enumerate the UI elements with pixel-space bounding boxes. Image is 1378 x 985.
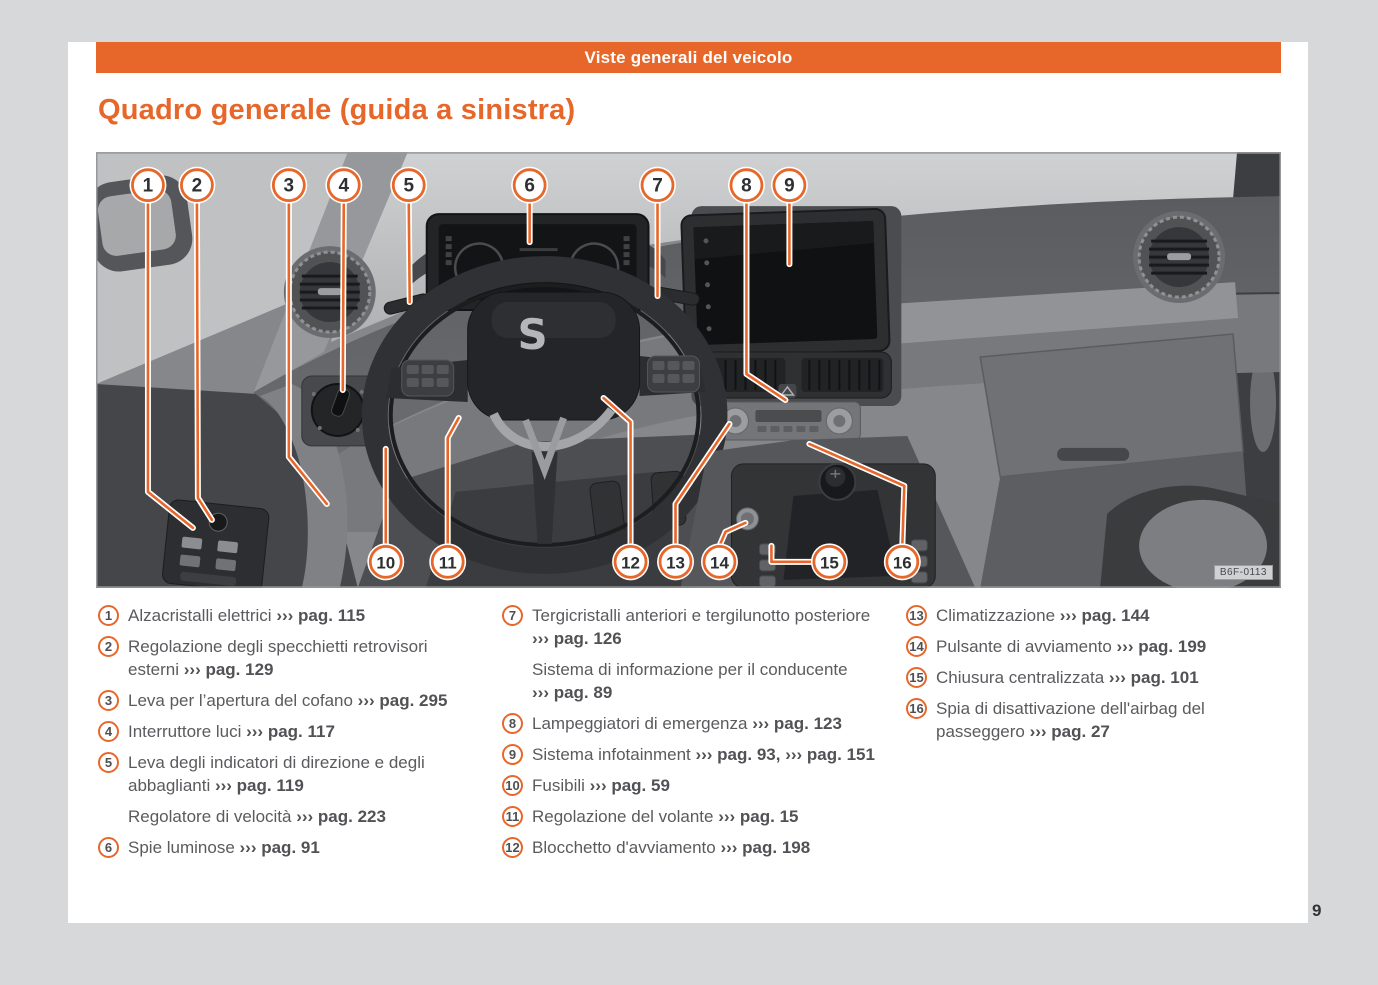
legend-number-11: 11 [502,806,523,827]
legend-number-6: 6 [98,837,119,858]
legend-label: Tergicristalli anteriori e tergilunotto posteriore [532,606,871,625]
figure-code-label: B6F-0113 [1214,565,1273,580]
legend-item-14 [906,635,1278,658]
legend-number-9: 9 [502,744,523,765]
glovebox-handle [1057,448,1129,461]
legend-label: Alzacristalli elettrici [128,606,277,625]
page-reference: ››› pag. 123 [752,714,842,733]
svg-text:6: 6 [524,175,535,197]
legend-label: Regolatore di velocità [128,807,297,826]
section-header-bar [96,42,1281,73]
legend-label: Sistema infotainment [532,745,696,764]
legend-item-5 [98,751,470,797]
legend-label: Regolazione degli specchietti retrovisori esterni [128,637,428,679]
legend-label: Lampeggiatori di emergenza [532,714,753,733]
legend-number-5: 5 [98,752,119,773]
legend-number-1: 1 [98,605,119,626]
legend-text [532,743,888,766]
page-reference: ››› pag. 151 [785,745,875,764]
legend-label: Fusibili [532,776,590,795]
page-reference: ››› pag. 15 [718,807,799,826]
legend-number-spacer [502,659,523,680]
page-reference: ››› pag. 27 [1029,722,1110,741]
legend-item-10 [502,774,888,797]
page-reference: ››› pag. 198 [720,838,811,857]
svg-text:16: 16 [892,553,912,573]
page-reference: ››› pag. 126 [532,629,622,648]
legend-text [532,836,888,859]
legend-number-4: 4 [98,721,119,742]
legend-item-2 [98,635,470,681]
legend-text [128,751,470,797]
right-air-vent [1133,211,1225,303]
legend-number-14: 14 [906,636,927,657]
legend-text [128,720,470,743]
legend-label: Spia di disattivazione dell'airbag del passeggero [936,699,1205,741]
legend-text [936,697,1278,743]
page-reference: ››› pag. 295 [357,691,448,710]
document-page [68,42,1308,923]
svg-text:7: 7 [652,175,663,197]
legend-label: Sistema di informazione per il conducente [532,660,848,679]
svg-text:4: 4 [338,175,350,197]
page-reference: ››› pag. 223 [296,807,386,826]
legend-item-12 [502,836,888,859]
left-air-vent [284,246,376,338]
legend-item-extra [502,658,888,704]
seat-logo: S [517,310,548,360]
legend-item-extra [98,805,470,828]
legend-column-1 [98,604,470,867]
legend-text [532,712,888,735]
page-reference: ››› pag. 117 [246,722,335,741]
dashboard-illustration [96,152,1281,588]
legend-number-13: 13 [906,605,927,626]
legend-item-4 [98,720,470,743]
svg-text:10: 10 [376,553,396,573]
legend-item-13 [906,604,1278,627]
legend-item-3 [98,689,470,712]
svg-text:9: 9 [784,175,795,197]
page-reference: ››› pag. 93, [695,745,781,764]
legend-item-9 [502,743,888,766]
legend-label: Regolazione del volante [532,807,719,826]
infotainment-screen [681,209,890,358]
svg-text:11: 11 [438,553,457,573]
legend-number-3: 3 [98,690,119,711]
legend-item-15 [906,666,1278,689]
legend-item-1 [98,604,470,627]
svg-text:13: 13 [666,553,685,573]
legend-label: Blocchetto d'avviamento [532,838,721,857]
legend-number-7: 7 [502,605,523,626]
legend-label: Leva degli indicatori di direzione e degli abbaglianti [128,753,425,795]
svg-text:15: 15 [819,553,839,573]
legend-number-15: 15 [906,667,927,688]
legend-label: Pulsante di avviamento [936,637,1117,656]
page-reference: ››› pag. 101 [1108,668,1199,687]
legend-item-7 [502,604,888,650]
svg-text:12: 12 [621,553,640,573]
legend-text [936,666,1278,689]
legend-text [128,836,470,859]
legend-item-6 [98,836,470,859]
legend-column-2 [502,604,888,867]
center-air-vents [699,352,891,398]
page-reference: ››› pag. 199 [1116,637,1207,656]
legend-text [936,604,1278,627]
page-reference: ››› pag. 119 [214,776,304,795]
legend-label: Spie luminose [128,838,240,857]
legend-item-16 [906,697,1278,743]
page-reference: ››› pag. 144 [1059,606,1150,625]
legend-number-2: 2 [98,636,119,657]
legend-number-16: 16 [906,698,927,719]
page-reference: ››› pag. 89 [532,683,613,702]
legend-text [128,604,470,627]
legend-number-10: 10 [502,775,523,796]
legend-text [532,774,888,797]
page-reference: ››› pag. 129 [183,660,274,679]
legend-item-8 [502,712,888,735]
legend-text [936,635,1278,658]
svg-text:5: 5 [403,175,415,197]
legend-item-11 [502,805,888,828]
legend-label: Chiusura centralizzata [936,668,1109,687]
svg-text:14: 14 [710,553,729,573]
legend-number-8: 8 [502,713,523,734]
page-reference: ››› pag. 115 [276,606,366,625]
legend-label: Climatizzazione [936,606,1060,625]
legend-number-12: 12 [502,837,523,858]
legend-text [128,635,470,681]
legend-text [532,604,888,650]
legend-column-3 [906,604,1278,751]
legend-label: Interruttore luci [128,722,247,741]
dashboard-figure [96,152,1281,588]
climate-panel [714,402,860,440]
legend-number-spacer [98,806,119,827]
legend-text [128,805,470,828]
svg-text:8: 8 [741,175,752,197]
legend-text [128,689,470,712]
svg-text:2: 2 [191,175,203,197]
section-header-label: Viste generali del veicolo [584,47,793,67]
svg-text:1: 1 [142,175,154,197]
legend-text [532,805,888,828]
page-reference: ››› pag. 59 [589,776,670,795]
legend-label: Leva per l’apertura del cofano [128,691,358,710]
page-number: 9 [1312,901,1322,920]
legend-text [532,658,888,704]
svg-text:3: 3 [283,175,295,197]
page-title: Quadro generale (guida a sinistra) [98,94,576,126]
page-reference: ››› pag. 91 [239,838,320,857]
